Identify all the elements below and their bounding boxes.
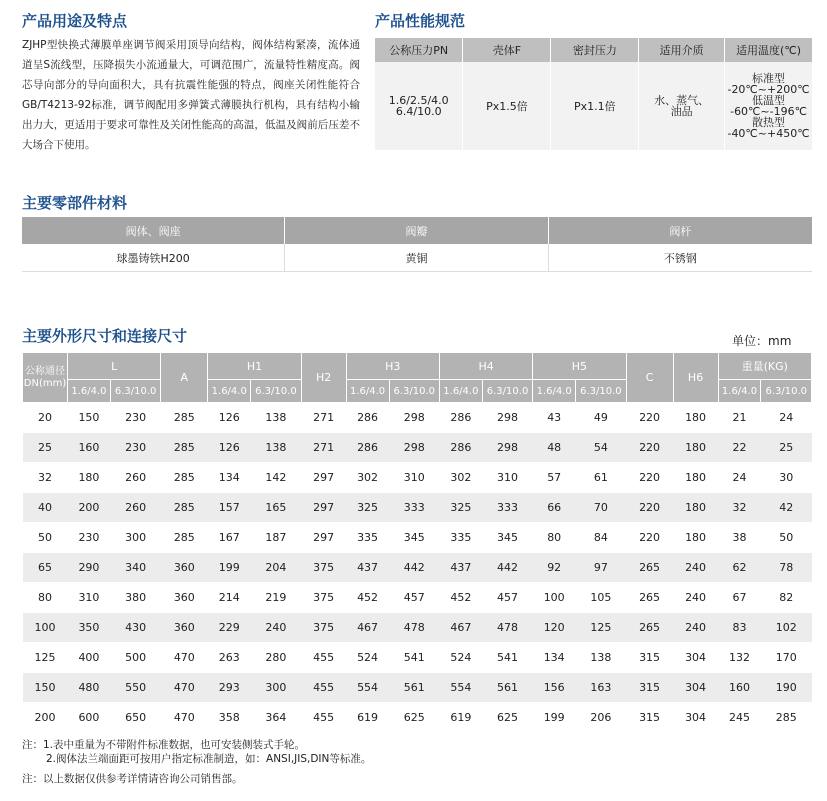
table-cell: 500: [110, 643, 160, 673]
table-cell: 304: [673, 673, 718, 703]
table-cell: 619: [439, 703, 482, 733]
table-cell: 25: [23, 433, 68, 463]
dim-sub-H3-high: 6.3/10.0: [389, 380, 439, 403]
note-2: 2.阀体法兰端面距可按用户指定标准制造，如：ANSI,JIS,DIN等标准。: [46, 753, 372, 765]
perf-header-temp: 适用温度(℃): [725, 38, 812, 62]
table-cell: 57: [533, 463, 576, 493]
table-cell: 78: [761, 553, 812, 583]
table-cell: 285: [161, 403, 208, 433]
perf-seal: Px1.1倍: [551, 62, 639, 150]
dim-sub-H1-high: 6.3/10.0: [251, 380, 301, 403]
table-cell: 467: [439, 613, 482, 643]
table-cell: 286: [439, 403, 482, 433]
table-cell: 160: [68, 433, 111, 463]
table-cell: 132: [718, 643, 761, 673]
table-cell: 32: [23, 463, 68, 493]
table-cell: 190: [761, 673, 812, 703]
table-cell: 360: [161, 613, 208, 643]
table-cell: 400: [68, 643, 111, 673]
perf-medium: [639, 62, 725, 150]
table-cell: 156: [533, 673, 576, 703]
table-cell: 297: [301, 463, 346, 493]
table-cell: 97: [576, 553, 626, 583]
table-cell: 457: [482, 583, 532, 613]
table-cell: 204: [251, 553, 301, 583]
table-cell: 478: [389, 613, 439, 643]
table-row: [23, 643, 812, 673]
table-cell: 619: [346, 703, 389, 733]
table-row: [23, 583, 812, 613]
table-cell: 138: [576, 643, 626, 673]
table-cell: 180: [673, 493, 718, 523]
perf-temp-line: 标准型: [752, 72, 786, 85]
table-cell: 350: [68, 613, 111, 643]
table-cell: 304: [673, 703, 718, 733]
table-cell: 561: [482, 673, 532, 703]
table-cell: 163: [576, 673, 626, 703]
table-cell: 470: [161, 703, 208, 733]
table-cell: 220: [626, 493, 673, 523]
table-cell: 293: [208, 673, 251, 703]
table-cell: 310: [389, 463, 439, 493]
table-cell: 442: [482, 553, 532, 583]
material-header-body: 阀体、阀座: [22, 217, 285, 244]
table-cell: 345: [482, 523, 532, 553]
table-cell: 240: [251, 613, 301, 643]
table-cell: 240: [673, 553, 718, 583]
table-cell: 220: [626, 433, 673, 463]
table-cell: 67: [718, 583, 761, 613]
table-cell: 49: [576, 403, 626, 433]
dim-sub-H5-low: 1.6/4.0: [533, 380, 576, 403]
table-cell: 84: [576, 523, 626, 553]
table-cell: 286: [346, 403, 389, 433]
table-cell: 271: [301, 403, 346, 433]
table-cell: 102: [761, 613, 812, 643]
table-cell: 142: [251, 463, 301, 493]
table-cell: 25: [761, 433, 812, 463]
table-cell: 360: [161, 583, 208, 613]
table-row: [23, 403, 812, 433]
table-cell: 600: [68, 703, 111, 733]
table-cell: 48: [533, 433, 576, 463]
table-cell: 561: [389, 673, 439, 703]
material-stem: 不锈钢: [548, 244, 812, 272]
table-cell: 21: [718, 403, 761, 433]
usage-description: ZJHP型快换式薄膜单座调节阀采用顶导向结构，阀体结构紧凑，流体通道呈S流线型，压降损失小流通量大，可调范围广，流量特性精度高。阀芯导向部分的导向面积大，具有抗震性能强的特点，阀座关闭性能符合GB/T4213-92标准，调节阀配用多弹簧式薄膜执行机构，具有结构小输出力大，更适用于要求可靠性及关闭性能高的高温，低温及阀前后压差不大场合下使用。: [22, 39, 360, 151]
table-cell: 455: [301, 643, 346, 673]
table-cell: 230: [110, 433, 160, 463]
table-cell: 302: [346, 463, 389, 493]
table-cell: 105: [576, 583, 626, 613]
table-cell: 54: [576, 433, 626, 463]
table-cell: 452: [346, 583, 389, 613]
dim-header-H6: H6: [673, 353, 718, 403]
table-cell: 285: [161, 463, 208, 493]
perf-pressure: [375, 62, 463, 150]
material-header-disc: 阀瓣: [285, 217, 548, 244]
dim-sub-weight-high: 6.3/10.0: [761, 380, 812, 403]
table-cell: 297: [301, 523, 346, 553]
dim-header-H3: H3: [346, 353, 439, 380]
table-cell: 43: [533, 403, 576, 433]
table-cell: 100: [533, 583, 576, 613]
perf-temp-line: -40℃~+450℃: [727, 127, 810, 140]
table-cell: 333: [389, 493, 439, 523]
dimensions-title: 主要外形尺寸和连接尺寸: [22, 327, 188, 345]
table-cell: 625: [389, 703, 439, 733]
table-cell: 199: [533, 703, 576, 733]
table-cell: 554: [346, 673, 389, 703]
table-cell: 180: [673, 463, 718, 493]
table-cell: 200: [68, 493, 111, 523]
table-cell: 380: [110, 583, 160, 613]
perf-header-medium: 适用介质: [639, 38, 725, 62]
table-cell: 478: [482, 613, 532, 643]
table-cell: 345: [389, 523, 439, 553]
dim-sub-H5-high: 6.3/10.0: [576, 380, 626, 403]
table-cell: 298: [389, 403, 439, 433]
table-cell: 125: [576, 613, 626, 643]
performance-table: [375, 38, 812, 150]
table-cell: 62: [718, 553, 761, 583]
table-cell: 315: [626, 673, 673, 703]
table-cell: 285: [761, 703, 812, 733]
perf-temperature: [725, 62, 812, 150]
table-cell: 452: [439, 583, 482, 613]
table-cell: 340: [110, 553, 160, 583]
table-cell: 290: [68, 553, 111, 583]
table-cell: 280: [251, 643, 301, 673]
table-cell: 229: [208, 613, 251, 643]
table-cell: 437: [439, 553, 482, 583]
table-cell: 375: [301, 553, 346, 583]
table-cell: 180: [673, 403, 718, 433]
table-cell: 65: [23, 553, 68, 583]
dim-header-H2: H2: [301, 353, 346, 403]
table-cell: 263: [208, 643, 251, 673]
dim-header-weight: 重量(KG): [718, 353, 811, 380]
table-cell: 219: [251, 583, 301, 613]
table-cell: 80: [533, 523, 576, 553]
table-cell: 455: [301, 673, 346, 703]
table-row: [23, 463, 812, 493]
table-cell: 150: [23, 673, 68, 703]
table-cell: 134: [208, 463, 251, 493]
table-cell: 271: [301, 433, 346, 463]
table-cell: 457: [389, 583, 439, 613]
dim-header-dn-line-2: DN(mm): [23, 377, 67, 389]
table-cell: 442: [389, 553, 439, 583]
material-body: 球墨铸铁H200: [22, 244, 285, 272]
table-cell: 286: [346, 433, 389, 463]
table-cell: 265: [626, 613, 673, 643]
table-cell: 82: [761, 583, 812, 613]
table-cell: 134: [533, 643, 576, 673]
table-cell: 375: [301, 583, 346, 613]
table-row: [23, 523, 812, 553]
table-cell: 286: [439, 433, 482, 463]
table-cell: 200: [23, 703, 68, 733]
table-cell: 335: [346, 523, 389, 553]
table-cell: 70: [576, 493, 626, 523]
table-cell: 22: [718, 433, 761, 463]
table-cell: 120: [533, 613, 576, 643]
dim-sub-H4-low: 1.6/4.0: [439, 380, 482, 403]
performance-title: 产品性能规范: [375, 12, 466, 30]
dim-sub-weight-low: 1.6/4.0: [718, 380, 761, 403]
dim-sub-H4-high: 6.3/10.0: [482, 380, 532, 403]
table-cell: 437: [346, 553, 389, 583]
perf-header-pressure: 公称压力PN: [375, 38, 463, 62]
perf-medium-line-2: 油品: [670, 105, 693, 118]
table-cell: 138: [251, 433, 301, 463]
material-disc: 黄铜: [285, 244, 548, 272]
dim-header-H1: H1: [208, 353, 301, 380]
table-cell: 375: [301, 613, 346, 643]
table-cell: 126: [208, 403, 251, 433]
table-cell: 157: [208, 493, 251, 523]
table-cell: 230: [110, 403, 160, 433]
table-cell: 80: [23, 583, 68, 613]
table-cell: 541: [389, 643, 439, 673]
perf-header-shell: 壳体F: [463, 38, 551, 62]
table-cell: 240: [673, 613, 718, 643]
table-cell: 83: [718, 613, 761, 643]
table-row: [23, 433, 812, 463]
table-cell: 92: [533, 553, 576, 583]
table-row: [23, 673, 812, 703]
table-cell: 187: [251, 523, 301, 553]
perf-pressure-line-2: 6.4/10.0: [395, 105, 442, 118]
dim-header-A: A: [161, 353, 208, 403]
unit-label: 单位：mm: [732, 334, 792, 348]
table-cell: 180: [673, 523, 718, 553]
table-cell: 66: [533, 493, 576, 523]
dim-header-C: C: [626, 353, 673, 403]
table-cell: 206: [576, 703, 626, 733]
table-row: [23, 703, 812, 733]
table-cell: 625: [482, 703, 532, 733]
material-header-stem: 阀杆: [548, 217, 812, 244]
dim-header-H5: H5: [533, 353, 626, 380]
table-cell: 310: [482, 463, 532, 493]
table-cell: 180: [68, 463, 111, 493]
table-cell: 38: [718, 523, 761, 553]
table-cell: 24: [761, 403, 812, 433]
table-cell: 214: [208, 583, 251, 613]
table-cell: 220: [626, 523, 673, 553]
table-cell: 165: [251, 493, 301, 523]
table-cell: 360: [161, 553, 208, 583]
table-cell: 170: [761, 643, 812, 673]
dim-header-H4: H4: [439, 353, 532, 380]
table-cell: 138: [251, 403, 301, 433]
table-cell: 285: [161, 493, 208, 523]
table-cell: 125: [23, 643, 68, 673]
table-cell: 541: [482, 643, 532, 673]
table-cell: 298: [482, 403, 532, 433]
table-cell: 300: [251, 673, 301, 703]
table-cell: 304: [673, 643, 718, 673]
dim-sub-L-high: 6.3/10.0: [110, 380, 160, 403]
table-cell: 61: [576, 463, 626, 493]
table-cell: 300: [110, 523, 160, 553]
table-cell: 260: [110, 463, 160, 493]
table-cell: 358: [208, 703, 251, 733]
dim-header-dn: [23, 353, 68, 403]
table-cell: 50: [23, 523, 68, 553]
table-cell: 240: [673, 583, 718, 613]
table-cell: 650: [110, 703, 160, 733]
table-cell: 325: [346, 493, 389, 523]
perf-header-seal: 密封压力: [551, 38, 639, 62]
table-cell: 554: [439, 673, 482, 703]
table-cell: 524: [439, 643, 482, 673]
usage-title: 产品用途及特点: [22, 12, 128, 30]
table-cell: 315: [626, 643, 673, 673]
table-cell: 455: [301, 703, 346, 733]
table-cell: 325: [439, 493, 482, 523]
table-cell: 199: [208, 553, 251, 583]
materials-title: 主要零部件材料: [22, 194, 128, 212]
table-cell: 310: [68, 583, 111, 613]
table-cell: 298: [389, 433, 439, 463]
table-cell: 550: [110, 673, 160, 703]
perf-temp-line: -60℃~-196℃: [730, 105, 807, 118]
table-cell: 333: [482, 493, 532, 523]
dim-header-dn-line-1: 公称通径: [25, 365, 65, 377]
table-cell: 20: [23, 403, 68, 433]
table-cell: 150: [68, 403, 111, 433]
table-cell: 220: [626, 403, 673, 433]
table-cell: 245: [718, 703, 761, 733]
table-row: [23, 553, 812, 583]
table-cell: 335: [439, 523, 482, 553]
table-cell: 265: [626, 583, 673, 613]
table-cell: 285: [161, 523, 208, 553]
perf-temp-line: 散热型: [752, 116, 786, 129]
perf-shell: Px1.5倍: [463, 62, 551, 150]
dim-sub-H1-low: 1.6/4.0: [208, 380, 251, 403]
table-cell: 302: [439, 463, 482, 493]
note-3: 注：以上数据仅供参考详情请咨询公司销售部。: [22, 773, 243, 785]
table-cell: 297: [301, 493, 346, 523]
table-cell: 100: [23, 613, 68, 643]
table-cell: 470: [161, 643, 208, 673]
table-cell: 298: [482, 433, 532, 463]
table-cell: 470: [161, 673, 208, 703]
perf-temp-line: -20℃~+200℃: [727, 83, 810, 96]
table-cell: 480: [68, 673, 111, 703]
dim-header-L: L: [68, 353, 161, 380]
table-cell: 430: [110, 613, 160, 643]
table-cell: 40: [23, 493, 68, 523]
table-cell: 315: [626, 703, 673, 733]
perf-pressure-line-1: 1.6/2.5/4.0: [388, 94, 449, 107]
table-cell: 265: [626, 553, 673, 583]
table-cell: 467: [346, 613, 389, 643]
table-cell: 32: [718, 493, 761, 523]
table-row: [23, 493, 812, 523]
table-cell: 260: [110, 493, 160, 523]
table-cell: 167: [208, 523, 251, 553]
table-cell: 42: [761, 493, 812, 523]
table-cell: 230: [68, 523, 111, 553]
table-cell: 285: [161, 433, 208, 463]
table-cell: 364: [251, 703, 301, 733]
table-cell: 524: [346, 643, 389, 673]
table-cell: 220: [626, 463, 673, 493]
table-cell: 50: [761, 523, 812, 553]
table-cell: 126: [208, 433, 251, 463]
table-cell: 160: [718, 673, 761, 703]
table-cell: 180: [673, 433, 718, 463]
perf-medium-line-1: 水、蒸气、: [654, 94, 710, 107]
dimensions-body: [23, 403, 812, 733]
table-row: [23, 613, 812, 643]
dim-sub-L-low: 1.6/4.0: [68, 380, 111, 403]
perf-temp-line: 低温型: [752, 94, 786, 107]
dimensions-table: [22, 352, 812, 733]
materials-table: [22, 217, 812, 272]
table-cell: 24: [718, 463, 761, 493]
note-1: 注：1.表中重量为不带附件标准数据，也可安装侧装式手轮。: [22, 739, 306, 751]
dim-sub-H3-low: 1.6/4.0: [346, 380, 389, 403]
table-cell: 30: [761, 463, 812, 493]
